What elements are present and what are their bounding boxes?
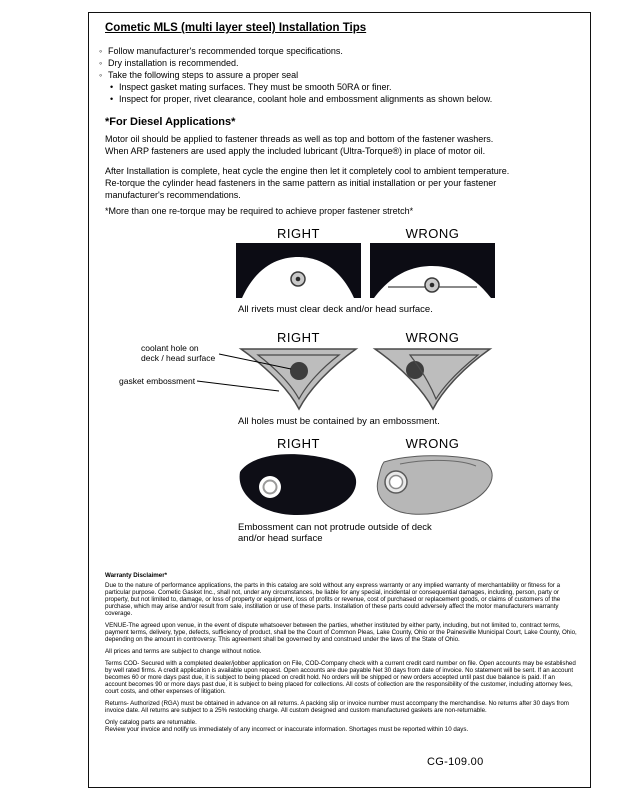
- diagram-caption-embossment: Embossment can not protrude outside of deck and/or head surface: [238, 522, 432, 544]
- tip-text: Inspect gasket mating surfaces. They must be smooth 50RA or finer.: [119, 82, 392, 92]
- tip-text: Dry installation is recommended.: [108, 58, 239, 68]
- diagram-rivet-right: [236, 243, 361, 298]
- list-subitem: [99, 93, 492, 105]
- right-label: RIGHT: [277, 436, 320, 451]
- label-gasket-embossment: gasket embossment: [119, 376, 196, 386]
- warranty-paragraph: Due to the nature of performance applications, the parts in this catalog are sold without any express warranty or any implied warranty of merchantability or fitness for a particular purpose. Cometic Gasket Inc., shall not, under any circumstances, be liable for any special, incidental or consequential damages, including, person, party or property, but not limited to, damage, or loss of property or equipment, loss of profits or revenue, cost of purchased or replacement goods, or claims of customers of the purchase, which may arise and/or result from sale, instillation or use of these parts. Installation of these parts could adversely affect the motor manufacturers warranty coverage.: [105, 582, 561, 617]
- warranty-paragraph: Only catalog parts are returnable.: [105, 719, 197, 726]
- warranty-paragraph: Terms COD- Secured with a completed dealer/jobber application on File, COD-Company check with a current credit card number on file. Open accounts may be established by well rated firms. A credit application is available upon request. Open accounts are due payable Net 30 days from date of invoice. No statement will be sent. If an account becomes 60 or more days past due, it is subject to being placed on credit hold. No orders will be shipped or new orders accepted until past due balance is paid. If an account becomes 90 or more days past due, it is subject to being placed for collections. All costs of collection are the responsibility of the customer, including attorney fees, court costs, and other expenses of litigation.: [105, 660, 576, 695]
- warranty-paragraph: Returns- Authorized (RGA) must be obtained in advance on all returns. A packing slip or invoice number must accompany the merchandise. No returns after 30 days from invoice date. All returns are subject to a 25% restocking charge. All custom designed and custom manufactured gaskets are non-returnable.: [105, 700, 569, 714]
- embossment-right-illustration: [236, 452, 361, 518]
- embossment-wrong-illustration: [370, 452, 495, 518]
- list-item: [99, 69, 492, 81]
- hole-wrong-illustration: [370, 346, 495, 412]
- list-item: [99, 45, 492, 57]
- rivet-wrong-illustration: [370, 243, 495, 298]
- list-subitem: [99, 81, 492, 93]
- warranty-paragraph: VENUE-The agreed upon venue, in the event of dispute whatsoever between the parties, whether instituted by either party, including, but not limited to, contract terms, payment terms, delivery, type, defects, sufficiency of product, shall be the Court of Common Pleas, Lake County, Ohio or the Painesville Municipal Court, Lake County, Ohio, depending on the amount in controversy. This agreement shall be governed by and construed under the laws of the State of Ohio.: [105, 622, 577, 643]
- document-page: [88, 12, 591, 788]
- document-title: Cometic MLS (multi layer steel) Installation Tips: [105, 22, 367, 34]
- diagram-embossment-wrong: [370, 452, 495, 518]
- rivet-right-illustration: [236, 243, 361, 298]
- wrong-label: WRONG: [405, 436, 460, 451]
- warranty-paragraph: Review your invoice and notify us immediately of any incorrect or inaccurate information. Shortages must be reported within 10 days.: [105, 726, 469, 733]
- bullet-icon: •: [110, 82, 114, 92]
- catalog-code: CG-109.00: [427, 756, 484, 768]
- label-line: coolant hole on: [141, 343, 199, 353]
- diagram-caption-rivets: All rivets must clear deck and/or head surface.: [238, 304, 433, 315]
- tip-text: Inspect for proper, rivet clearance, coolant hole and embossment alignments as shown below.: [119, 94, 493, 104]
- wrong-label: WRONG: [405, 330, 460, 345]
- diagram-caption-holes: All holes must be contained by an embossment.: [238, 416, 440, 427]
- bullet-icon: ◦: [99, 46, 103, 56]
- diesel-paragraph-2: After Installation is complete, heat cycle the engine then let it completely cool to ambient temperature. Re-torque the cylinder head fasteners in the same pattern as initial installation or per your fastener manufacturer's recommendations.: [105, 166, 510, 200]
- retorque-note: *More than one re-torque may be required to achieve proper fastener stretch*: [105, 206, 414, 216]
- warranty-heading: Warranty Disclaimer*: [105, 572, 168, 579]
- diagram-rivet-wrong: [370, 243, 495, 298]
- bullet-icon: ◦: [99, 58, 103, 68]
- bullet-icon: •: [110, 94, 114, 104]
- tip-text: Take the following steps to assure a proper seal: [108, 70, 299, 80]
- installation-tips-list: [99, 45, 492, 105]
- list-item: [99, 57, 492, 69]
- wrong-label: WRONG: [405, 226, 460, 241]
- right-label: RIGHT: [277, 226, 320, 241]
- label-line: deck / head surface: [141, 353, 216, 363]
- warranty-section: [105, 572, 577, 733]
- warranty-paragraph: All prices and terms are subject to change without notice.: [105, 648, 262, 655]
- bullet-icon: ◦: [99, 70, 103, 80]
- diesel-paragraph-1: Motor oil should be applied to fastener threads as well as top and bottom of the fastener washers. When ARP fasteners are used apply the included lubricant (Ultra-Torque®) in place of motor oil.: [105, 134, 494, 156]
- right-label: RIGHT: [277, 330, 320, 345]
- callout-lines: [89, 343, 329, 413]
- tip-text: Follow manufacturer's recommended torque specifications.: [108, 46, 343, 56]
- diagram-embossment-right: [236, 452, 361, 518]
- diagram-hole-wrong: [370, 346, 495, 412]
- diesel-section-heading: *For Diesel Applications*: [105, 116, 236, 128]
